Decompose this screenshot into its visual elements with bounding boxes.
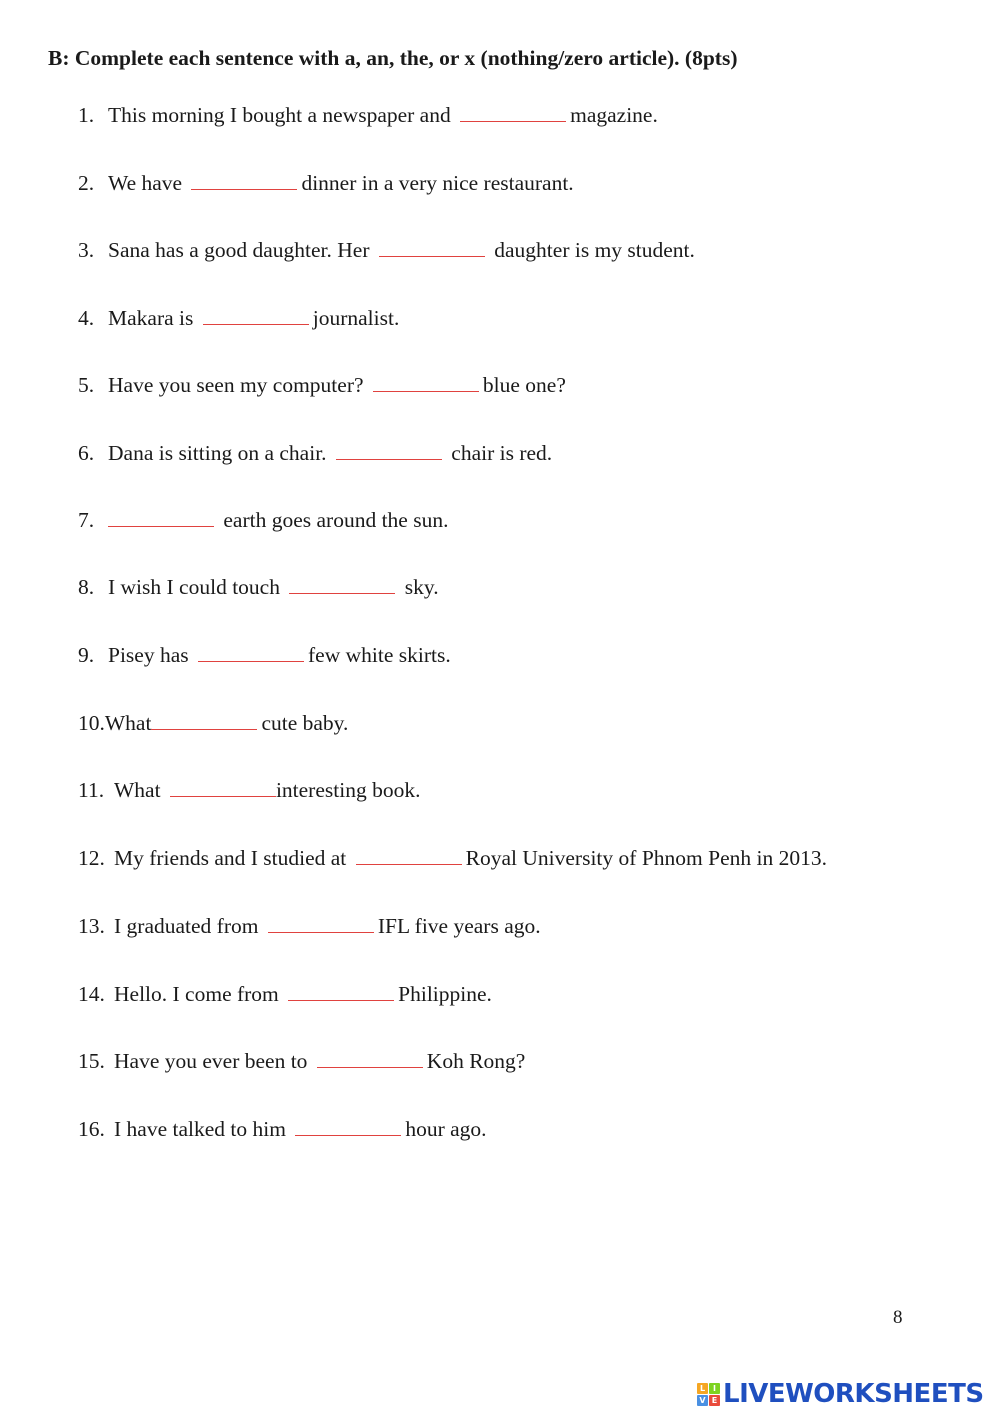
question-number: 7. — [78, 508, 95, 532]
question-number: 12. — [78, 846, 105, 870]
question-9 — [78, 641, 451, 669]
question-text-before: Hello. I come from — [114, 982, 279, 1006]
question-text-before: I wish I could touch — [108, 575, 280, 599]
answer-blank-15[interactable] — [317, 1047, 423, 1068]
question-text-after: interesting book. — [275, 778, 421, 802]
question-text-before: Dana is sitting on a chair. — [108, 441, 327, 465]
question-text-after: Philippine. — [398, 982, 492, 1006]
question-text-before: What — [104, 711, 152, 735]
page-number: 8 — [893, 1307, 903, 1328]
answer-blank-3[interactable] — [379, 236, 485, 257]
question-text-after: dinner in a very nice restaurant. — [301, 171, 574, 195]
question-number: 5. — [78, 373, 95, 397]
question-6 — [78, 439, 552, 467]
question-number: 10. — [78, 711, 105, 735]
answer-blank-16[interactable] — [295, 1115, 401, 1136]
question-number: 15. — [78, 1049, 105, 1073]
question-13 — [78, 912, 541, 940]
answer-blank-8[interactable] — [289, 573, 395, 594]
answer-blank-13[interactable] — [268, 912, 374, 933]
question-number: 4. — [78, 306, 95, 330]
question-number: 9. — [78, 643, 95, 667]
question-text-before: I graduated from — [114, 914, 259, 938]
question-1 — [78, 101, 658, 129]
question-4 — [78, 304, 399, 332]
question-3 — [78, 236, 695, 264]
question-text-after: cute baby. — [261, 711, 349, 735]
logo-tile: V — [697, 1395, 708, 1406]
question-5 — [78, 371, 566, 399]
answer-blank-10[interactable] — [151, 709, 257, 730]
answer-blank-2[interactable] — [191, 169, 297, 190]
liveworksheets-branding[interactable] — [697, 1378, 984, 1410]
question-text-before: We have — [108, 171, 183, 195]
answer-blank-7[interactable] — [108, 506, 214, 527]
question-text-after: Koh Rong? — [426, 1049, 526, 1073]
question-text-after: earth goes around the sun. — [218, 508, 449, 532]
question-number: 14. — [78, 982, 105, 1006]
question-text-before: Pisey has — [108, 643, 189, 667]
question-number: 1. — [78, 103, 95, 127]
brand-name: LIVEWORKSHEETS — [723, 1379, 984, 1409]
answer-blank-11[interactable] — [170, 776, 276, 797]
question-text-after: journalist. — [312, 306, 400, 330]
question-text-after: few white skirts. — [308, 643, 451, 667]
question-11 — [78, 776, 420, 804]
question-12 — [78, 844, 827, 872]
question-text-after: Royal University of Phnom Penh in 2013. — [465, 846, 827, 870]
question-8 — [78, 573, 439, 601]
question-text-after: blue one? — [482, 373, 566, 397]
question-text-after: sky. — [399, 575, 439, 599]
answer-blank-9[interactable] — [198, 641, 304, 662]
answer-blank-5[interactable] — [373, 371, 479, 392]
question-text-after: magazine. — [570, 103, 658, 127]
question-16 — [78, 1115, 487, 1143]
question-15 — [78, 1047, 525, 1075]
question-text-before: Sana has a good daughter. Her — [108, 238, 370, 262]
question-number: 13. — [78, 914, 105, 938]
answer-blank-4[interactable] — [203, 304, 309, 325]
question-text-after: hour ago. — [405, 1117, 487, 1141]
answer-blank-1[interactable] — [460, 101, 566, 122]
answer-blank-14[interactable] — [288, 980, 394, 1001]
question-14 — [78, 980, 492, 1008]
question-10 — [78, 709, 348, 737]
question-text-before: This morning I bought a newspaper and — [108, 103, 451, 127]
question-number: 3. — [78, 238, 95, 262]
logo-tile: L — [697, 1383, 708, 1394]
question-2 — [78, 169, 574, 197]
question-number: 8. — [78, 575, 95, 599]
liveworksheets-logo-icon — [697, 1383, 720, 1406]
question-text-before: Have you ever been to — [114, 1049, 308, 1073]
question-number: 16. — [78, 1117, 105, 1141]
section-heading: B: Complete each sentence with a, an, the, or x (nothing/zero article). (8pts) — [48, 46, 738, 70]
question-text-after: IFL five years ago. — [377, 914, 541, 938]
question-text-after: chair is red. — [445, 441, 553, 465]
question-text-before: My friends and I studied at — [114, 846, 347, 870]
question-number: 2. — [78, 171, 95, 195]
logo-tile: I — [709, 1383, 720, 1394]
question-number: 11. — [78, 778, 105, 802]
question-text-before: What — [114, 778, 161, 802]
question-number: 6. — [78, 441, 95, 465]
answer-blank-6[interactable] — [336, 439, 442, 460]
question-text-after: daughter is my student. — [488, 238, 695, 262]
question-text-before: Have you seen my computer? — [108, 373, 364, 397]
logo-tile: E — [709, 1395, 720, 1406]
question-text-before: Makara is — [108, 306, 194, 330]
question-7 — [78, 506, 448, 534]
question-text-before: I have talked to him — [114, 1117, 286, 1141]
answer-blank-12[interactable] — [356, 844, 462, 865]
